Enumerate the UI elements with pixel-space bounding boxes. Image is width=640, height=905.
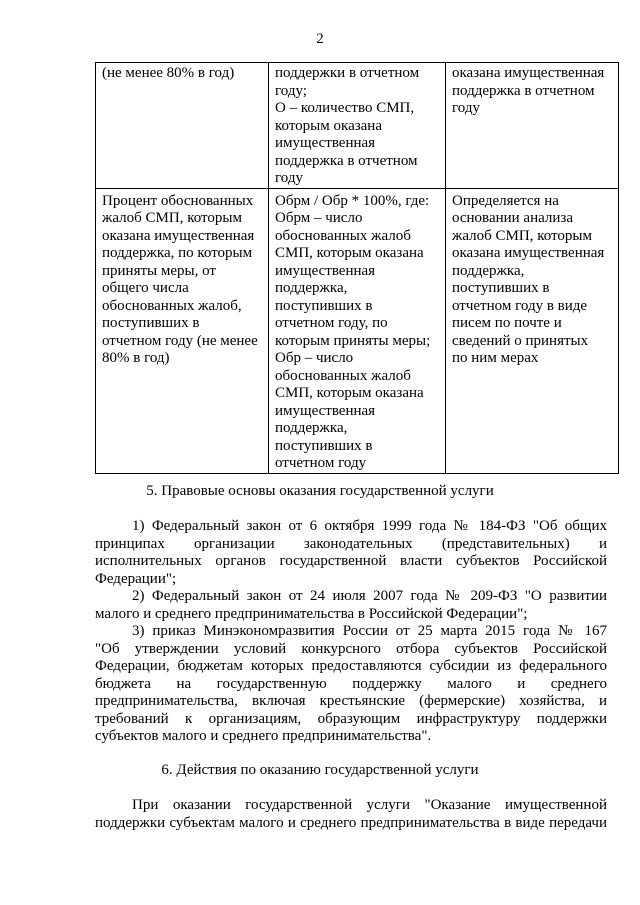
table-cell-formula: [269, 188, 446, 473]
legal-basis-item: [95, 623, 607, 746]
text-line: Федерации";: [95, 570, 177, 587]
cell-text-line: писем по почте и: [452, 315, 562, 331]
text-line: Федерации, бюджетам которых предоставляются субсидии из федерального: [95, 658, 607, 674]
cell-text-line: поступивших в: [452, 280, 550, 296]
legal-basis-item: [95, 518, 607, 588]
text-line: 1) Федеральный закон от 6 октября 1999 года № 184-ФЗ "Об общих: [132, 518, 607, 534]
cell-text-line: году: [275, 170, 303, 186]
cell-text-line: году: [452, 100, 480, 116]
cell-text-line: оказана имущественная: [452, 245, 605, 261]
text-line: субъектов малого и среднего предпринимательства".: [95, 728, 432, 744]
cell-text-line: по ним мерах: [452, 350, 539, 366]
text-line: предпринимательства, включая крестьянские (фермерские) хозяйства, и: [95, 693, 607, 709]
cell-text-line: поддержка,: [452, 262, 525, 279]
cell-text-line: которым оказана: [275, 117, 382, 134]
text-line: малого и среднего предпринимательства в Российской Федерации";: [95, 605, 528, 622]
cell-text-line: отчетном году: [275, 455, 367, 471]
cell-text-line: оказана имущественная: [452, 65, 605, 81]
text-line: исполнительных органов государственной власти субъектов Российской: [95, 553, 607, 569]
cell-text-line: обоснованных жалоб,: [102, 297, 242, 314]
cell-text-line: поступивших в: [275, 437, 373, 454]
legal-basis-item: [95, 588, 607, 623]
cell-text-line: основании анализа: [452, 210, 574, 226]
section-6-heading: 6. Действия по оказанию государственной услуги: [161, 762, 479, 778]
table-row: [96, 63, 619, 189]
cell-text-line: поддержка,: [275, 420, 348, 436]
cell-text-line: (не менее 80% в год): [102, 65, 235, 81]
cell-text-line: СМП, которым оказана: [275, 385, 424, 401]
cell-text-line: оказана имущественная: [102, 227, 255, 244]
cell-text-line: отчетном году (не менее: [102, 332, 258, 349]
table-cell-indicator: [96, 63, 269, 189]
cell-text-line: обоснованных жалоб: [275, 367, 411, 384]
table-cell-method: [446, 188, 619, 473]
cell-text-line: Определяется на: [452, 192, 559, 209]
cell-text-line: жалоб СМП, которым: [452, 227, 592, 244]
cell-text-line: поддержка,: [275, 280, 348, 296]
text-line: "Об утверждении условий конкурсного отбора субъектов Российской: [95, 640, 607, 657]
cell-text-line: СМП, которым оказана: [275, 245, 424, 261]
table-cell-method: [446, 63, 619, 189]
cell-text-line: поддержка в отчетном: [275, 152, 418, 169]
cell-text-line: Обр – число: [275, 350, 354, 366]
cell-text-line: поддержки в отчетном: [275, 65, 420, 81]
cell-text-line: году;: [275, 82, 307, 99]
cell-text-line: общего числа: [102, 280, 189, 296]
table-cell-indicator: [96, 188, 269, 473]
cell-text-line: имущественная: [275, 402, 376, 419]
text-line: принципах организации законодательных (представительных) и: [95, 535, 607, 552]
cell-text-line: отчетном году в виде: [452, 297, 588, 314]
section-5-heading: 5. Правовые основы оказания государственной услуги: [146, 483, 494, 499]
table-row: [96, 188, 619, 473]
text-line: 3) приказ Минэкономразвития России от 25 марта 2015 года № 167: [132, 623, 607, 639]
cell-text-line: которым приняты меры;: [275, 332, 431, 349]
paragraph: [95, 797, 607, 832]
text-line: поддержки субъектам малого и среднего предпринимательства в виде передачи: [95, 814, 607, 831]
cell-text-line: О – количество СМП,: [275, 100, 415, 116]
cell-text-line: Процент обоснованных: [102, 192, 254, 209]
cell-text-line: обоснованных жалоб: [275, 227, 411, 244]
cell-text-line: имущественная: [275, 135, 376, 151]
text-line: 2) Федеральный закон от 24 июля 2007 года № 209-ФЗ "О развитии: [132, 588, 607, 604]
page-number: 2: [316, 31, 324, 47]
cell-text-line: Обрм – число: [275, 210, 363, 226]
text-line: При оказании государственной услуги "Оказание имущественной: [132, 797, 607, 813]
cell-text-line: сведений о принятых: [452, 332, 589, 349]
cell-text-line: Обрм / Обр * 100%, где:: [275, 192, 430, 209]
cell-text-line: жалоб СМП, которым: [102, 210, 242, 226]
cell-text-line: приняты меры, от: [102, 262, 216, 279]
cell-text-line: поступивших в: [102, 315, 200, 331]
cell-text-line: поддержка в отчетном: [452, 82, 595, 99]
cell-text-line: поддержка, по которым: [102, 245, 253, 261]
cell-text-line: 80% в год): [102, 350, 170, 366]
indicators-table: [95, 62, 619, 474]
text-line: бюджета на государственную поддержку малого и среднего: [95, 675, 607, 692]
cell-text-line: имущественная: [275, 262, 376, 279]
cell-text-line: отчетном году, по: [275, 315, 388, 331]
table-cell-formula: [269, 63, 446, 189]
text-line: требований к организациям, образующим инфраструктуру поддержки: [95, 710, 607, 727]
cell-text-line: поступивших в: [275, 297, 373, 314]
